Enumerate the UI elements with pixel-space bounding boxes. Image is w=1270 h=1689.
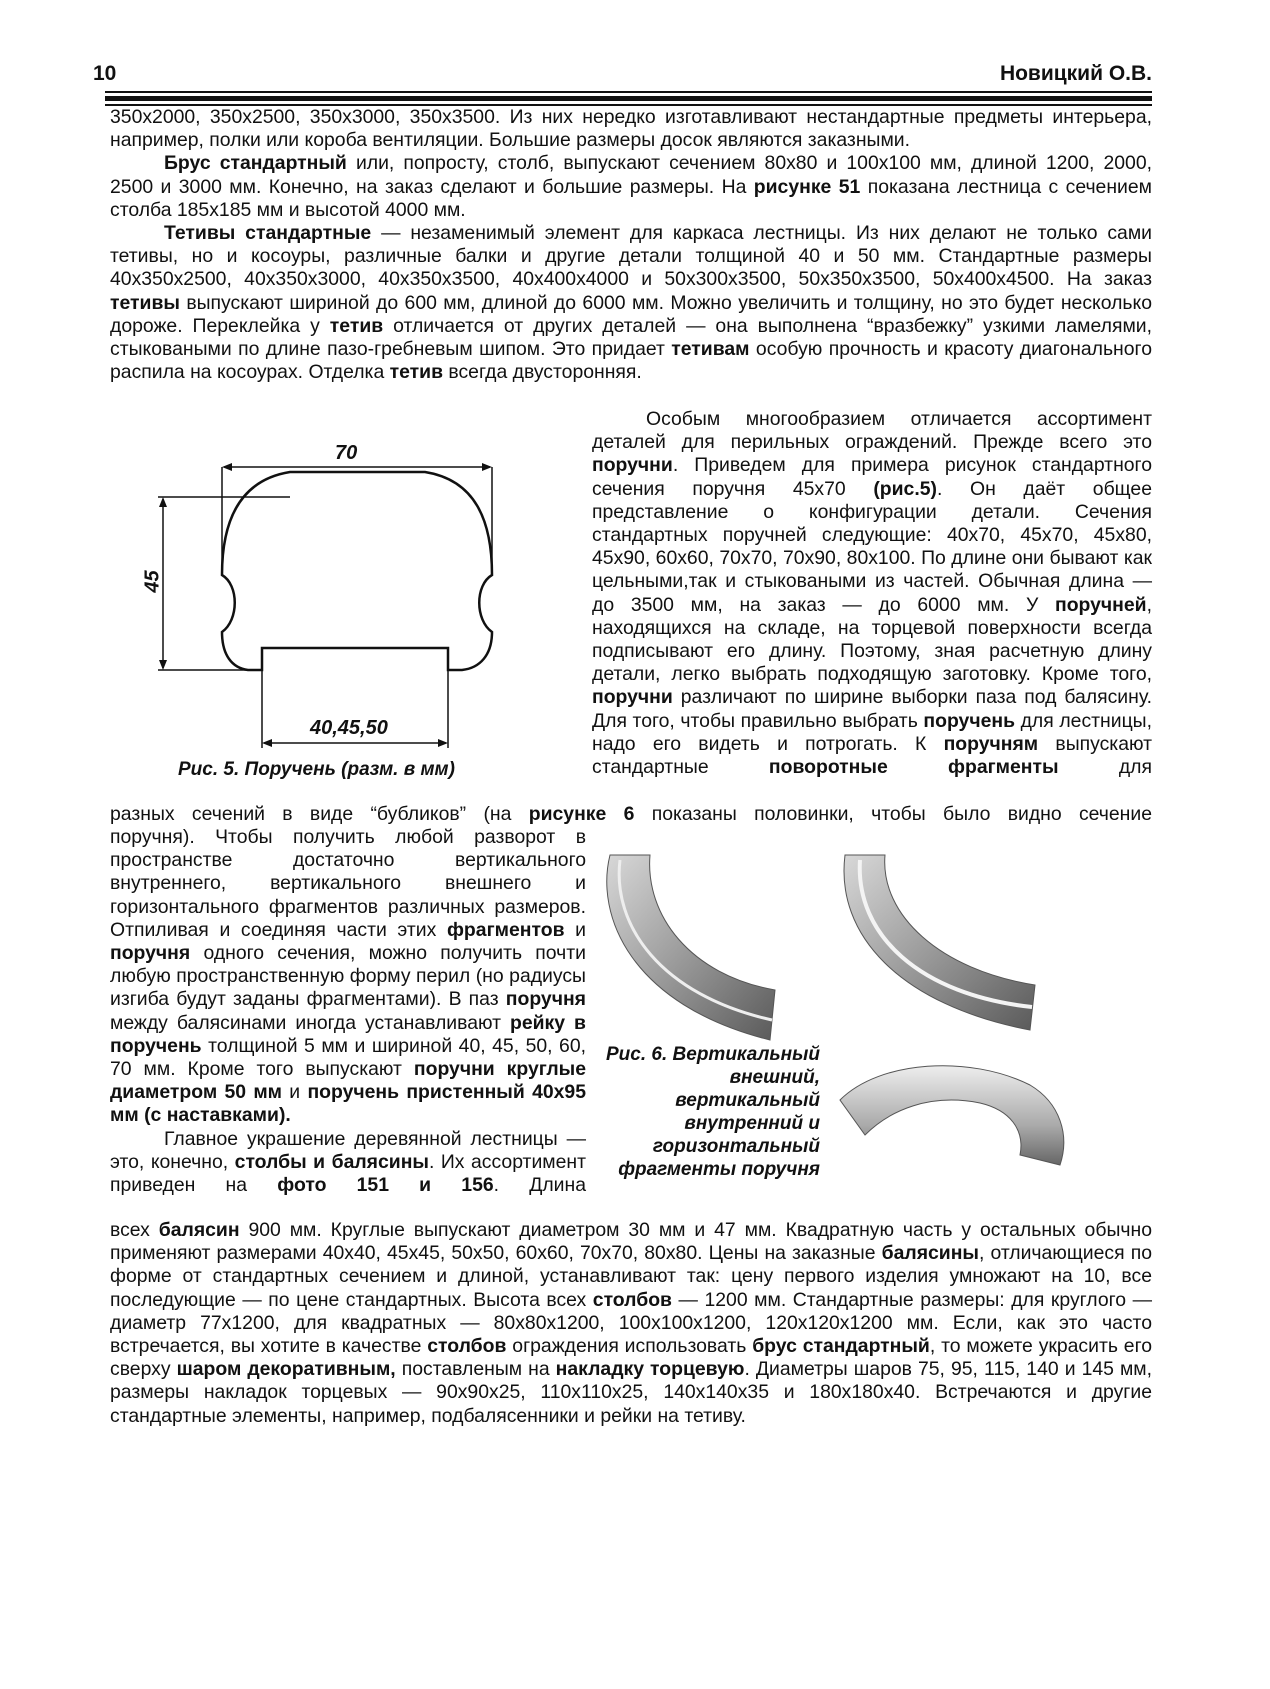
text-run: всех <box>110 1219 159 1241</box>
text-run: ограждения использовать <box>506 1335 753 1358</box>
bold-term: поручням <box>943 732 1039 755</box>
text-run: для <box>1058 756 1152 779</box>
text-run: . Он даёт общее представление о конфигурации детали. Сечения стандартных поручней следующие: 40x70, 45x70, 45x80, 45x90, 60x60, 70x70, 70x90, 80x100. По длине они бывают как цельными,так и стыковаными из частей. Обычная длина — до 3500 мм, на заказ — до 6000 мм. У <box>592 477 1152 616</box>
bold-term: поручня <box>110 942 191 965</box>
text-run: . Приведем для примера рисунок стандартного сечения поручня 45x70 <box>592 454 1152 500</box>
dim-height-label: 45 <box>141 570 164 593</box>
bold-term: поручней <box>1055 593 1147 616</box>
text-run: выпускают шириной до 600 мм, длиной до 6000 мм. Можно увеличить и толщину, но это будет несколько дороже. Переклейка у <box>110 291 1152 337</box>
text-run: поставленым на <box>395 1358 556 1381</box>
paragraph <box>110 803 1152 826</box>
bold-term: столбов <box>592 1288 672 1311</box>
text-run: , то можете украсить его сверху <box>110 1335 1153 1381</box>
page-number: 10 <box>93 62 117 85</box>
text-run: между балясинами иногда устанавливают <box>110 1011 510 1034</box>
paragraph <box>110 1128 586 1198</box>
text-run: всегда двусторонняя. <box>443 361 642 384</box>
text-block-bottom <box>110 1219 1152 1428</box>
text-run: , находящихся на складе, на торцевой поверхности всегда подписывают его длину. Поэтому, зная расчетную длину детали, легко выбрать подходящую заготовку. Кроме того, <box>592 593 1152 686</box>
bold-term: Тетивы стандартные <box>164 222 372 245</box>
text-block-left-column <box>110 826 586 1197</box>
text-run: различают по ширине выборки паза под балясину. Для того, чтобы правильно выбрать <box>592 686 1152 732</box>
paragraph <box>110 1219 1152 1428</box>
bold-term: поручень <box>923 709 1016 732</box>
text-block-top <box>110 106 1152 384</box>
text-run: — 1200 мм. Стандартные размеры: для круглого — диаметр 77x1200, для квадратных — 80x80x1200, 100x100x1200, 120x120x1200 мм. Если, как это часто встречается, вы хотите в качестве <box>110 1288 1152 1358</box>
text-run: показана лестница с сечением столба 185x185 мм и высотой 4000 мм. <box>110 175 1152 221</box>
bold-term: балясин <box>158 1219 240 1241</box>
text-run: и <box>282 1081 308 1104</box>
bold-term: столбы и балясины <box>234 1150 429 1173</box>
header-rule <box>105 91 1152 93</box>
text-run: для лестницы, надо его видеть и потрогать. К <box>592 709 1152 755</box>
text-run: . Длина <box>493 1174 586 1197</box>
bold-term: фото 151 и 156 <box>277 1174 494 1197</box>
bold-term: тетив <box>389 361 443 384</box>
text-run: особую прочность и красоту диагонального распила на косоурах. Отделка <box>110 338 1152 384</box>
text-run: Особым многообразием отличается ассортимент деталей для перильных ограждений. Прежде всего это <box>592 408 1152 454</box>
text-run: отличается от других деталей — она выполнена “вразбежку” узкими ламелями, стыковаными по длине пазо-гребневым шипом. Это придает <box>110 314 1152 361</box>
bold-term: рисунке 6 <box>528 803 635 825</box>
bold-term: Брус стандартный <box>164 152 347 175</box>
paragraph <box>110 106 1152 152</box>
bold-term: поручня <box>505 988 586 1011</box>
text-run: 350x2000, 350x2500, 350x3000, 350x3500. Из них нередко изготавливают нестандартные предметы интерьера, например, полки или короба вентиляции. Большие размеры досок являются заказными. <box>110 106 1152 152</box>
text-run: разных сечений в виде “бубликов” (на <box>110 803 529 825</box>
bold-term: тетив <box>329 314 384 337</box>
bold-term: брус стандартный <box>752 1335 930 1358</box>
vertical-outer-fragment <box>607 855 775 1040</box>
running-header-author: Новицкий О.В. <box>999 62 1152 85</box>
text-run: 900 мм. Круглые выпускают диаметром 30 мм и 47 мм. Квадратную часть у остальных обычно применяют размерами 40x40, 45x45, 50x50, 60x60, 70x70, 80x80. Цены на заказные <box>110 1219 1152 1265</box>
bold-term: рисунке 51 <box>753 175 861 198</box>
text-run: или, попросту, столб, выпускают сечением 80x80 и 100x100 мм, длиной 1200, 2000, 2500 и 3000 мм. Конечно, на заказ сделают и большие размеры. На <box>110 152 1153 198</box>
horizontal-fragment <box>840 1066 1064 1165</box>
text-run: . Их ассортимент приведен на <box>110 1150 586 1197</box>
bold-term: фрагментов <box>446 918 565 941</box>
bold-term: тетивам <box>671 338 750 361</box>
text-run: . Диаметры шаров 75, 95, 115, 140 и 145 мм, размеры накладок торцевых — 90x90x25, 110x110x25, 140x140x35 и 180x180x40. Встречаются и другие стандартные элементы, например, подбалясенники и рейки на тетиву. <box>110 1358 1153 1427</box>
text-run: и <box>564 918 586 941</box>
paragraph <box>110 826 586 1128</box>
dim-width-label: 70 <box>335 442 358 464</box>
bold-term: поручни <box>592 686 673 709</box>
text-line-full <box>110 803 1152 826</box>
bold-term: тетивы <box>110 291 180 314</box>
paragraph <box>592 408 1152 779</box>
text-run: Главное украшение деревянной лестницы — это, конечно, <box>110 1127 586 1173</box>
text-run: толщиной 5 мм и шириной 40, 45, 50, 60, 70 мм. Кроме того выпускают <box>110 1034 586 1081</box>
header-rule <box>105 96 1152 101</box>
figure-5 <box>140 430 560 780</box>
text-block-right-column <box>592 408 1152 779</box>
text-run: — незаменимый элемент для каркаса лестницы. Из них делают не только сами тетивы, но и косоуры, различные балки и другие детали толщиной 40 и 50 мм. Стандартные размеры 40x350x2500, 40x350x3000, 40x350x3500, 40x400x4000 и 50x300x3500, 50x350x3500, 50x400x4500. На заказ <box>110 222 1153 291</box>
bold-term: накладку торцевую <box>555 1358 745 1381</box>
handrail-profile-outline <box>222 472 492 670</box>
figure-6-caption: Рис. 6. Вертикальный внешний, вертикальный внутренний и горизонтальный фрагменты поручня <box>606 1044 820 1180</box>
dim-groove-label: 40,45,50 <box>310 717 388 739</box>
paragraph <box>110 222 1152 384</box>
text-run: одного сечения, можно получить почти любую пространственную форму перил (но радиусы изгиба будут заданы фрагментами). В паз <box>110 942 586 1011</box>
bold-term: балясины <box>881 1242 979 1265</box>
figure-5-caption: Рис. 5. Поручень (разм. в мм) <box>178 759 455 780</box>
text-run: , отличающиеся по форме от стандартных сечением и длиной, устанавливают так: цену первого изделия умножают на 10, все последующие — по цене стандартных. Высота всех <box>110 1242 1152 1311</box>
bold-term: поручни <box>592 454 673 477</box>
bold-term: поручень пристенный 40x95 мм (с наставками). <box>110 1081 586 1127</box>
text-run: выпускают стандартные <box>592 732 1152 779</box>
bold-term: рейку в поручень <box>110 1011 586 1057</box>
bold-term: шаром декоративным, <box>176 1358 396 1381</box>
bold-term: столбов <box>427 1335 507 1358</box>
text-run: поручня). Чтобы получить любой разворот в пространстве достаточно вертикального внутреннего, вертикального внешнего и горизонтального фрагментов различных размеров. Отпиливая и соединяя части этих <box>110 826 586 941</box>
text-run: показаны половинки, чтобы было видно сечение <box>634 803 1153 825</box>
bold-term: поворотные фрагменты <box>768 756 1059 779</box>
bold-term: поручни круглые диаметром 50 мм <box>110 1058 587 1104</box>
bold-term: (рис.5) <box>873 477 937 500</box>
paragraph <box>110 152 1152 222</box>
